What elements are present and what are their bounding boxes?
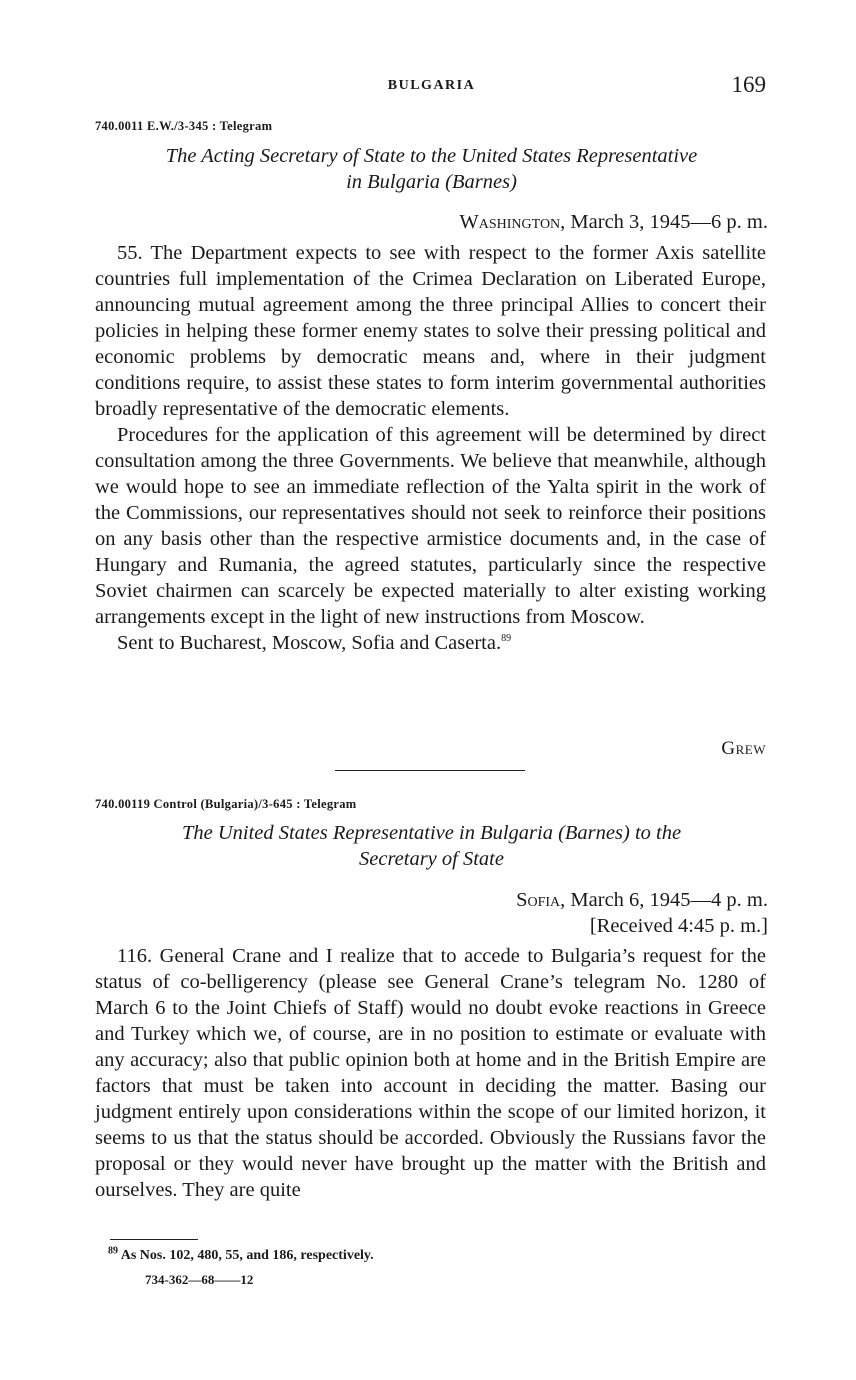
footnote [108, 1245, 374, 1264]
doc1-paragraph-1: 55. The Department expects to see with respect to the former Axis satellite countries full implementation of the Crimea Declaration on Liberated Europe, announcing mutual agreement among the three principal Allies to concert their policies in helping these former enemy states to solve their pressing political and economic problems by democratic means and, where in their judgment conditions require, to assist these states to form interim governmental authorities broadly representative of the democratic elements. [95, 242, 766, 420]
doc2-dateline-place: Sofia [516, 889, 561, 911]
footnote-reference-mark: 89 [501, 633, 512, 645]
footnote-text: As Nos. 102, 480, 55, and 186, respectively. [120, 1248, 374, 1263]
doc1-signature: Grew [721, 738, 766, 759]
doc2-title-line-1: The United States Representative in Bulgaria (Barnes) to the [181, 822, 682, 844]
footnote-mark: 89 [108, 1245, 118, 1257]
doc1-body [95, 240, 766, 656]
doc2-file-reference: 740.00119 Control (Bulgaria)/3-645 : Telegram [95, 797, 357, 811]
page-number: 169 [731, 72, 766, 97]
doc1-sent-to [95, 630, 766, 656]
doc1-paragraph-2: Procedures for the application of this agreement will be determined by direct consultation among the three Governments. We believe that meanwhile, although we would hope to see an immediate reflection of the Yalta spirit in the work of the Commissions, our representatives should not seek to reinforce their positions on any basis other than the respective armistice documents and, in the case of Hungary and Rumania, the agreed statutes, particularly since the respective Soviet chairmen can scarcely be expected materially to alter existing working arrangements except in the light of new instructions from Moscow. [95, 424, 766, 628]
page-header [95, 72, 768, 102]
doc2-dateline [516, 887, 768, 913]
section-divider [335, 770, 525, 771]
doc1-file-reference: 740.0011 E.W./3-345 : Telegram [95, 119, 273, 133]
doc1-sent-to-text: Sent to Bucharest, Moscow, Sofia and Caserta. [117, 632, 502, 654]
print-code: 734-362—68——12 [145, 1272, 254, 1287]
doc1-title-line-1: The Acting Secretary of State to the United States Representative [165, 145, 698, 167]
doc2-title-line-2: Secretary of State [359, 848, 504, 870]
doc1-dateline-place: Washington [459, 211, 561, 233]
doc2-body [95, 943, 766, 1203]
doc1-dateline [459, 209, 768, 235]
doc2-title [95, 820, 768, 872]
doc2-dateline-date: , March 6, 1945—4 p. m. [560, 889, 768, 911]
doc1-title-line-2: in Bulgaria (Barnes) [346, 171, 517, 193]
footnote-rule [110, 1239, 198, 1240]
doc1-title [95, 143, 768, 195]
running-title: BULGARIA [387, 78, 476, 93]
doc2-received: [Received 4:45 p. m.] [589, 915, 768, 937]
doc2-paragraph-1: 116. General Crane and I realize that to accede to Bulgaria’s request for the status of co-belligerency (please see General Crane’s telegram No. 1280 of March 6 to the Joint Chiefs of Staff) would no doubt evoke reactions in Greece and Turkey which we, of course, are in no position to estimate or evaluate with any accuracy; also that public opinion both at home and in the British Empire are factors that must be taken into account in deciding the matter. Basing our judgment entirely upon considerations within the scope of our limited horizon, it seems to us that the status should be accorded. Obviously the Russians favor the proposal or they would never have brought up the matter with the British and ourselves. They are quite [95, 945, 766, 1201]
doc1-dateline-date: , March 3, 1945—6 p. m. [560, 211, 768, 233]
